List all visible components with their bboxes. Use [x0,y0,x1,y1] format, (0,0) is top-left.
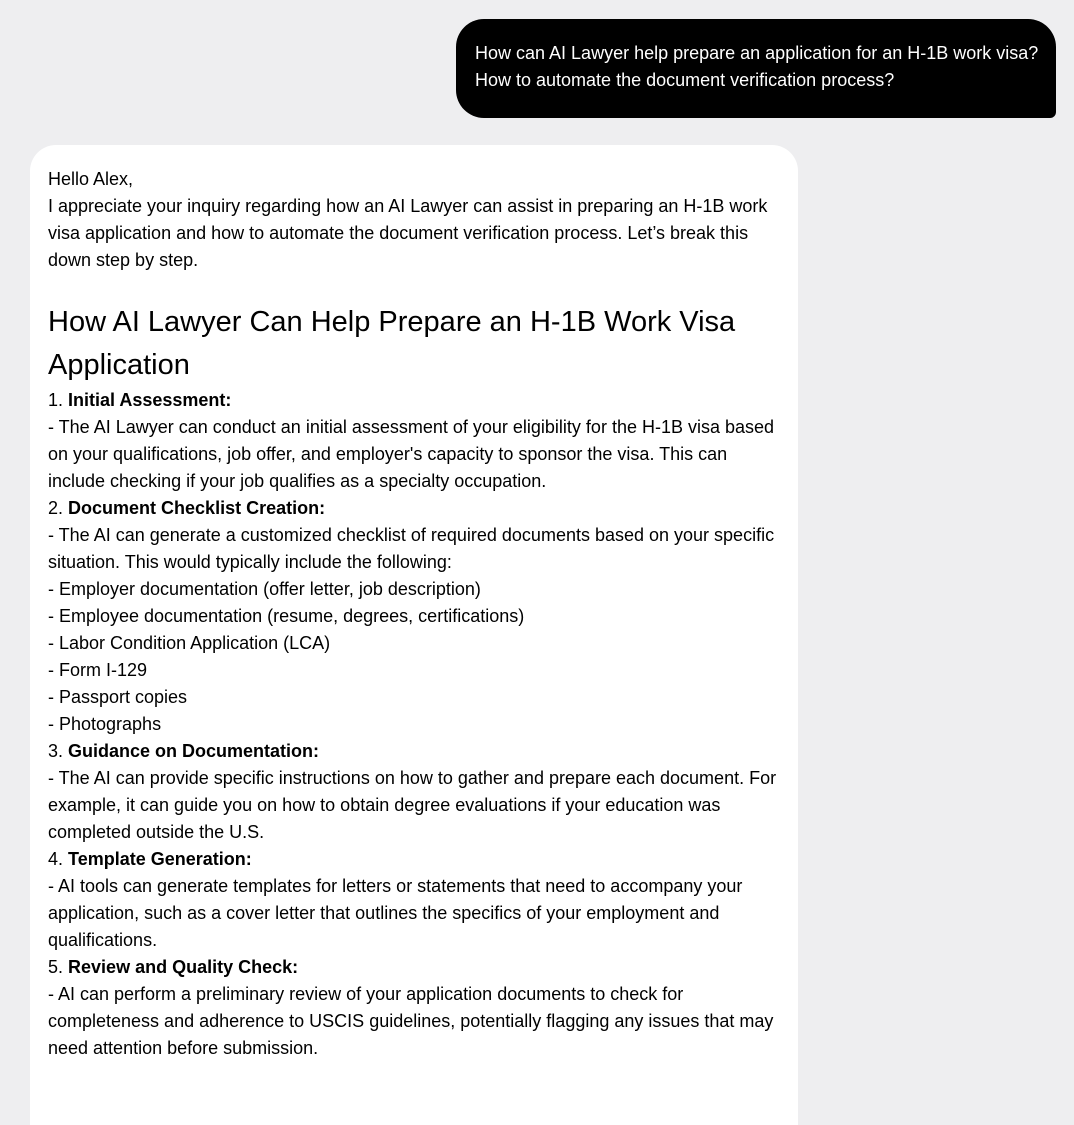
step-number: 5. [48,957,64,977]
user-message-bubble [456,19,1056,118]
step-title [48,954,780,981]
step-number: 2. [48,498,64,518]
step-title-text: Template Generation: [68,849,252,869]
step-body: - AI can perform a preliminary review of your application documents to check for completeness and adherence to USCIS guidelines, potentially flagging any issues that may need attention before submission. [48,984,774,1058]
step-title [48,495,780,522]
step-title [48,387,780,414]
step-title-text: Review and Quality Check: [68,957,299,977]
assistant-greeting: Hello Alex, [48,169,134,189]
section-heading: How AI Lawyer Can Help Prepare an H-1B Work Visa Application [48,306,736,381]
step-title [48,738,780,765]
step-title [48,846,780,873]
checklist-item: - Passport copies [48,687,188,707]
assistant-intro: I appreciate your inquiry regarding how an AI Lawyer can assist in preparing an H-1B work visa application and how to automate the document verification process. Let’s break this down step by step. [48,196,768,270]
step-title-text: Document Checklist Creation: [68,498,326,518]
step-number: 1. [48,390,64,410]
step-title-text: Guidance on Documentation: [68,741,320,761]
step-body: - The AI can provide specific instructions on how to gather and prepare each document. For example, it can guide you on how to obtain degree evaluations if your education was completed outside the U.S. [48,768,777,842]
assistant-message-bubble [30,145,798,1125]
step-number: 4. [48,849,64,869]
checklist-item: - Form I-129 [48,660,148,680]
step-body: - The AI Lawyer can conduct an initial assessment of your eligibility for the H-1B visa based on your qualifications, job offer, and employer's capacity to sponsor the visa. This can include checking if your job qualifies as a specialty occupation. [48,417,775,491]
step-number: 3. [48,741,64,761]
user-message-line: How to automate the document verification process? [475,70,895,90]
checklist-item: - Employee documentation (resume, degrees, certifications) [48,606,525,626]
checklist-item: - Photographs [48,714,162,734]
checklist-item: - Labor Condition Application (LCA) [48,633,331,653]
step-body: - AI tools can generate templates for letters or statements that need to accompany your application, such as a cover letter that outlines the specifics of your employment and qualifications. [48,876,743,950]
checklist-item: - Employer documentation (offer letter, job description) [48,579,481,599]
user-message-line: How can AI Lawyer help prepare an application for an H-1B work visa? [475,43,1039,63]
step-body: - The AI can generate a customized checklist of required documents based on your specific situation. This would typically include the following: [48,525,775,572]
step-title-text: Initial Assessment: [68,390,232,410]
